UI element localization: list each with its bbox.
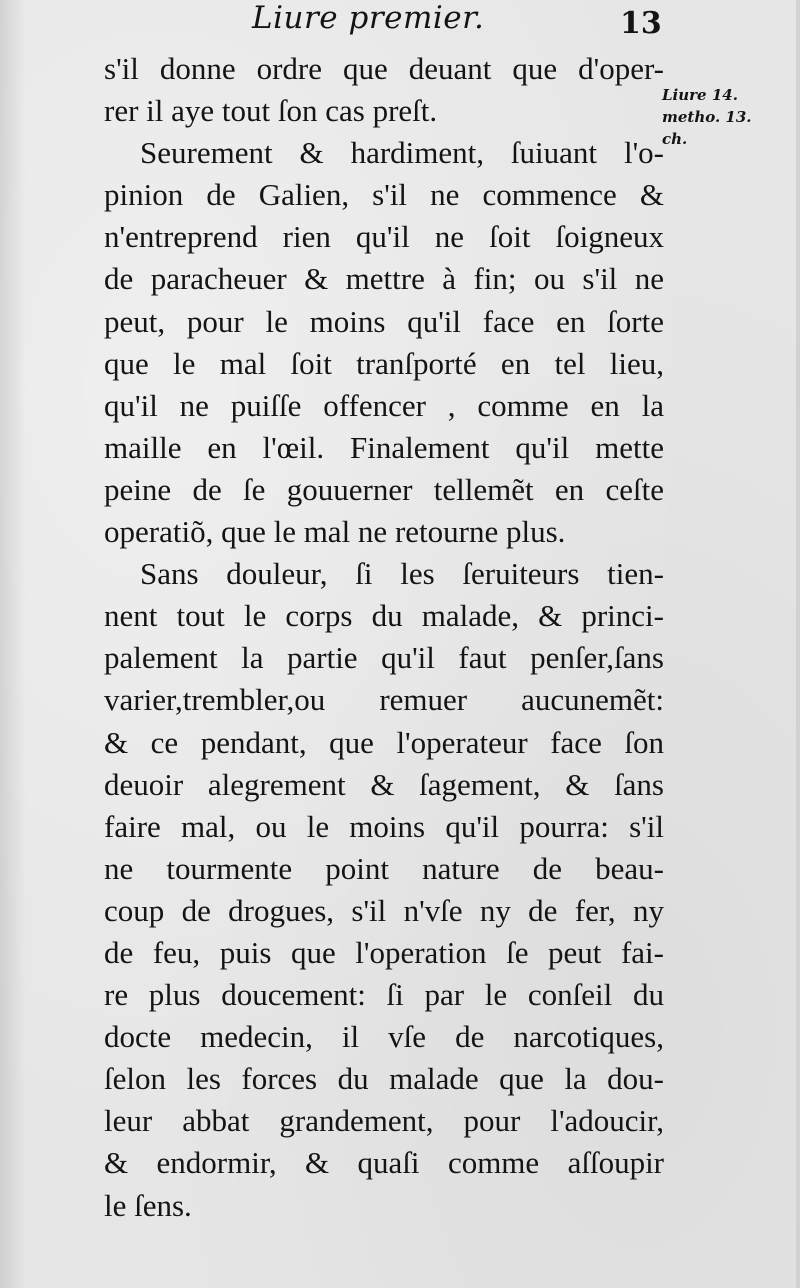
text-line: maille en l'œil. Finalement qu'il mette [104,429,664,465]
text-line: deuoir alegrement & ſagement, & ſans [104,766,664,802]
text-line: peut, pour le moins qu'il face en ſorte [104,303,664,339]
text-line: de paracheuer & mettre à fin; ou s'il ne [104,261,664,297]
text-line: & endormir, & quaſi comme aſſoupir [104,1145,664,1181]
text-line: le ſens. [104,1187,192,1223]
text-line: Seurement & hardiment, ſuiuant l'o- [140,135,664,171]
text-line: coup de drogues, s'il n'vſe ny de fer, ny [104,892,664,928]
text-line: qu'il ne puiſſe offencer , comme en la [104,387,664,423]
text-line: s'il donne ordre que deuant que d'oper- [104,51,664,86]
page-edge [796,0,800,1288]
text-line: rer il aye tout ſon cas preſt. [104,93,438,129]
margin-note-line: ch. [662,130,688,148]
text-line: Sans douleur, ſi les ſeruiteurs tien- [140,556,664,592]
text-line: operatiõ, que le mal ne retourne plus. [104,514,566,550]
page-number: 13 [620,6,662,41]
text-line: peine de ſe gouuerner tellemẽt en ceſte [104,471,664,507]
text-line: ne tourmente point nature de beau- [104,850,664,886]
text-line: que le mal ſoit tranſporté en tel lieu, [104,345,664,381]
text-line: pinion de Galien, s'il ne commence & [104,177,664,213]
text-line: docte medecin, il vſe de narcotiques, [104,1019,664,1055]
running-title: Liure premier. [252,0,485,36]
text-line: re plus doucement: ſi par le conſeil du [104,977,664,1013]
text-line: & ce pendant, que l'operateur face ſon [104,724,664,760]
text-line: nent tout le corps du malade, & princi- [104,598,664,634]
text-line: ſelon les forces du malade que la dou- [104,1061,664,1097]
margin-note-line: Liure 14. [662,86,738,104]
text-line: varier,trembler,ou remuer aucunemẽt: [104,682,664,718]
text-line: faire mal, ou le moins qu'il pourra: s'il [104,808,664,844]
main-text-block [104,48,664,1227]
text-line: n'entreprend rien qu'il ne ſoit ſoigneux [104,219,664,255]
text-line: palement la partie qu'il faut penſer,ſans [104,640,664,676]
margin-note [662,84,794,150]
text-line: leur abbat grandement, pour l'adoucir, [104,1103,664,1139]
text-line: de feu, puis que l'operation ſe peut fai- [104,934,664,970]
margin-note-line: metho. 13. [662,108,752,126]
gutter-shadow [0,0,26,1288]
